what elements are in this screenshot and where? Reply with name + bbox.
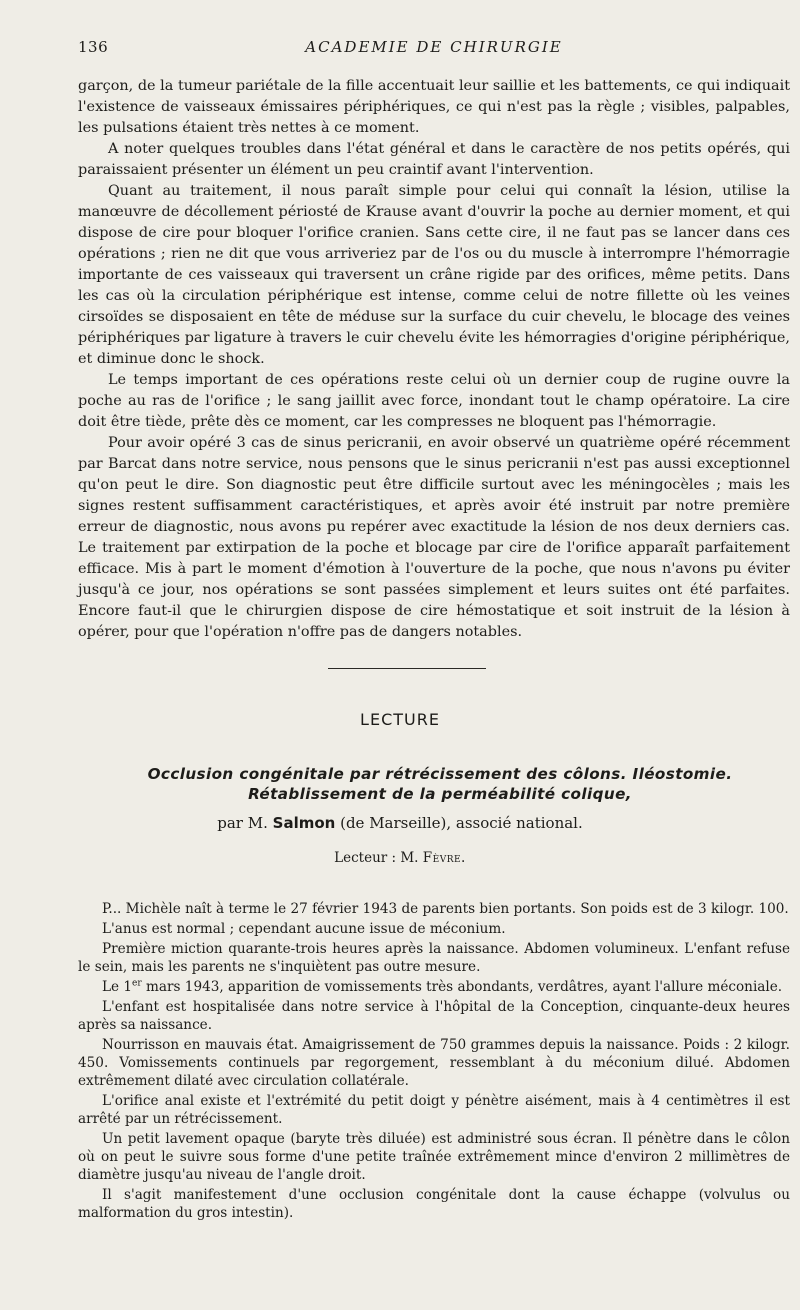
- body-top-text: [78, 76, 790, 643]
- paragraph: A noter quelques troubles dans l'état général et dans le caractère de nos petits opérés, qui paraissaient présenter un élément un peu craintif avant l'intervention.: [78, 141, 790, 178]
- reader-name: Fèvre.: [422, 850, 466, 866]
- date-day: Le 1: [102, 979, 133, 995]
- author-line: [0, 814, 800, 832]
- author-prefix: par M.: [217, 814, 273, 832]
- paragraph: L'enfant est hospitalisée dans notre service à l'hôpital de la Conception, cinquante-deux heures après sa naissance.: [78, 999, 790, 1033]
- reader-line: [0, 850, 800, 866]
- author-name: Salmon: [272, 814, 336, 832]
- article-title: [110, 764, 770, 804]
- paragraph: Première miction quarante-trois heures après la naissance. Abdomen volumineux. L'enfant refuse le sein, mais les parents ne s'inquiètent pas outre mesure.: [78, 941, 790, 975]
- page-number: 136: [78, 38, 109, 56]
- paragraph: Quant au traitement, il nous paraît simple pour celui qui connaît la lésion, utilise la manœuvre de décollement périosté de Krause avant d'ouvrir la poche au dernier moment, et qui dispose de cire pour bloquer l'orifice cranien. Sans cette cire, il ne faut pas se lancer dans ces opérations ; rien ne dit que vous arriveriez par de l'os ou du muscle à interrompre l'hémorragie importante de ces vaisseaux qui traversent un crâne rigide par des orifices, même petits. Dans les cas où la circulation périphérique est intense, comme celui de notre fillette où les veines cirsoïdes se disposaient en tête de méduse sur la surface du cuir chevelu, le blocage des veines périphériques par ligature à travers le cuir chevelu évite les hémorragies d'origine périphérique, et diminue donc le shock.: [78, 183, 790, 367]
- paragraph: Un petit lavement opaque (baryte très diluée) est administré sous écran. Il pénètre dans le côlon où on peut le suivre sous forme d'une petite traînée extrêmement mince d'environ 2 millimètres de diamètre jusqu'au niveau de l'angle droit.: [78, 1131, 790, 1183]
- running-head: [78, 38, 790, 60]
- body-bottom-text: [78, 900, 790, 1224]
- paragraph: L'anus est normal ; cependant aucune issue de méconium.: [102, 921, 506, 937]
- paragraph: Nourrisson en mauvais état. Amaigrissement de 750 grammes depuis la naissance. Poids : 2 kilogr. 450. Vomissements continuels par regorgement, ressemblant à du méconium dilué. Abdomen extrêmement dilaté avec circulation collatérale.: [78, 1037, 790, 1089]
- reader-prefix: Lecteur : M.: [334, 850, 423, 866]
- paragraph: Il s'agit manifestement d'une occlusion congénitale dont la cause échappe (volvulus ou malformation du gros intestin).: [78, 1187, 790, 1221]
- article-title-line: Occlusion congénitale par rétrécissement des côlons. Iléostomie.: [147, 765, 733, 783]
- section-heading: LECTURE: [360, 710, 440, 729]
- paragraph: [78, 978, 790, 996]
- article-title-line: Rétablissement de la perméabilité colique,: [248, 785, 632, 803]
- paragraph: L'orifice anal existe et l'extrémité du petit doigt y pénètre aisément, mais à 4 centimètres il est arrêté par un rétrécissement.: [78, 1093, 790, 1127]
- paragraph: Pour avoir opéré 3 cas de sinus pericranii, en avoir observé un quatrième opéré récemment par Barcat dans notre service, nous pensons que le sinus pericranii n'est pas aussi exceptionnel qu'on peut le dire. Son diagnostic peut être difficile surtout avec les méningocèles ; mais les signes restent suffisamment caractéristiques, et après avoir été instruit par notre première erreur de diagnostic, nous avons pu repérer avec exactitude la lésion de nos deux derniers cas. Le traitement par extirpation de la poche et blocage par cire de l'orifice apparaît parfaitement efficace. Mis à part le moment d'émotion à l'ouverture de la poche, que nous n'avons pu éviter jusqu'à ce jour, nos opérations se sont passées simplement et leurs suites ont été parfaites. Encore faut-il que le chirurgien dispose de cire hémostatique et soit instruit de la lésion à opérer, pour que l'opération n'offre pas de dangers notables.: [78, 435, 790, 640]
- paragraph-rest: mars 1943, apparition de vomissements très abondants, verdâtres, ayant l'allure méconiale.: [141, 979, 783, 995]
- author-suffix: (de Marseille), associé national.: [335, 814, 583, 832]
- ordinal-suffix: er: [132, 978, 142, 989]
- section-divider: [328, 668, 486, 669]
- journal-title: ACADEMIE DE CHIRURGIE: [305, 38, 563, 56]
- paragraph: Le temps important de ces opérations reste celui où un dernier coup de rugine ouvre la poche au ras de l'orifice ; le sang jaillit avec force, inondant tout le champ opératoire. La cire doit être tiède, prête dès ce moment, car les compresses ne bloquent pas l'hémorragie.: [78, 372, 790, 430]
- paragraph: garçon, de la tumeur pariétale de la fille accentuait leur saillie et les battements, ce qui indiquait l'existence de vaisseaux émissaires périphériques, ce qui n'est pas la règle ; visibles, palpables, les pulsations étaient très nettes à ce moment.: [78, 78, 790, 136]
- paragraph: P... Michèle naît à terme le 27 février 1943 de parents bien portants. Son poids est de 3 kilogr. 100.: [102, 901, 789, 917]
